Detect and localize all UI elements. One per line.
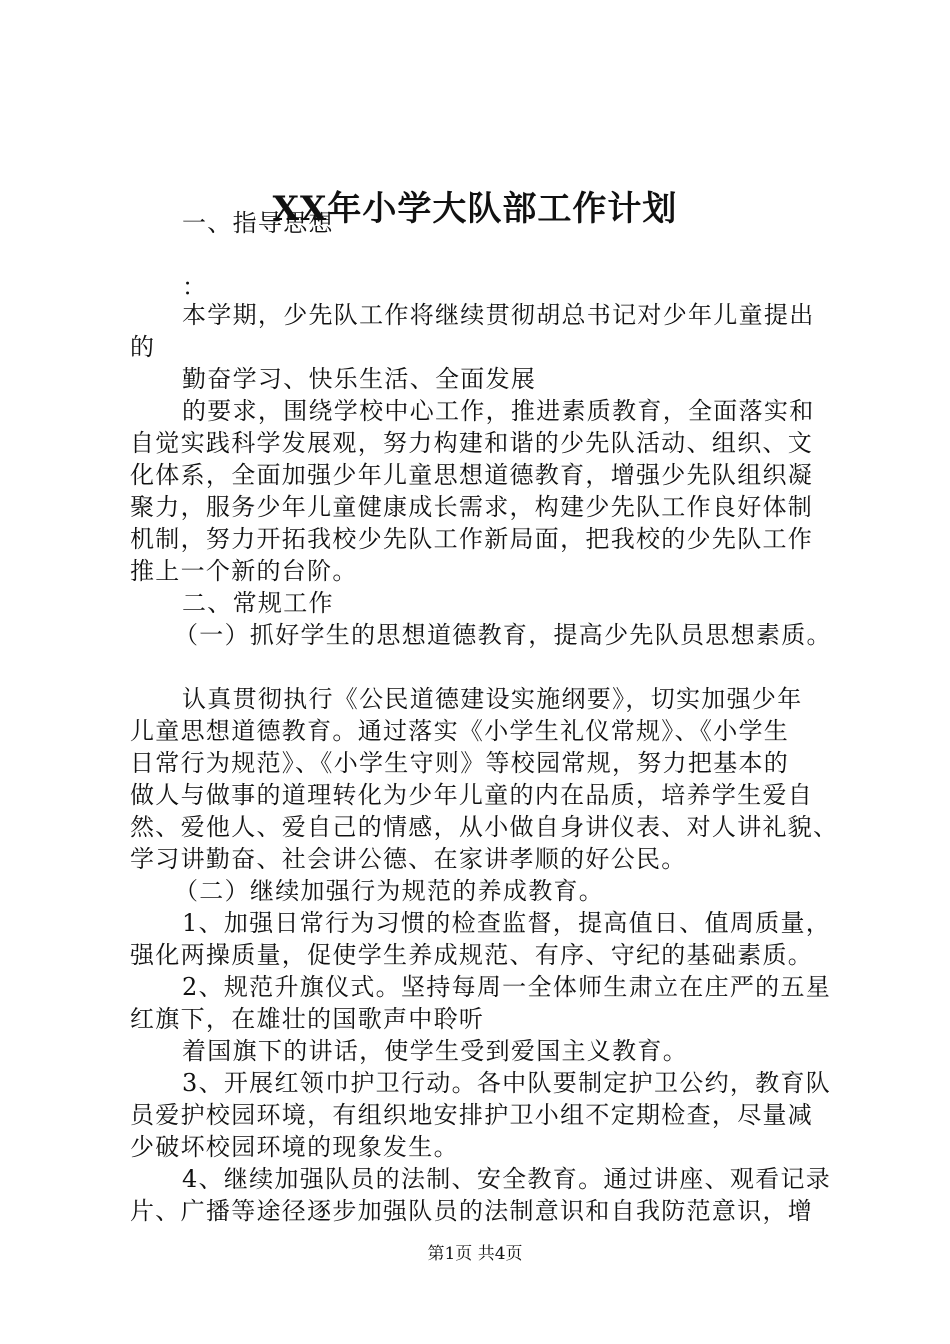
body-line: 聚力，服务少年儿童健康成长需求，构建少先队工作良好体制 bbox=[130, 493, 814, 521]
page-number: 第1页 共4页 bbox=[427, 1244, 523, 1264]
body-line: 2、规范升旗仪式。坚持每周一全体师生肃立在庄严的五星 bbox=[182, 973, 832, 1001]
body-line: 少破坏校园环境的现象发生。 bbox=[130, 1133, 459, 1161]
body-line: 勤奋学习、快乐生活、全面发展 bbox=[182, 365, 537, 393]
body-line: 推上一个新的台阶。 bbox=[130, 557, 358, 585]
body-line: 认真贯彻执行《公民道德建设实施纲要》，切实加强少年 bbox=[182, 685, 803, 713]
body-line: 的要求，围绕学校中心工作，推进素质教育，全面落实和 bbox=[182, 397, 815, 425]
body-line: 3、开展红领巾护卫行动。各中队要制定护卫公约，教育队 bbox=[182, 1069, 832, 1097]
body-line: 儿童思想道德教育。通过落实《小学生礼仪常规》、《小学生 bbox=[130, 717, 790, 745]
document-title: XX年小学大队部工作计划 bbox=[272, 189, 678, 229]
body-line: 员爱护校园环境，有组织地安排护卫小组不定期检查，尽量减 bbox=[130, 1101, 814, 1129]
body-line: 学习讲勤奋、社会讲公德、在家讲孝顺的好公民。 bbox=[130, 845, 687, 873]
body-line: 的 bbox=[130, 333, 156, 361]
body-line: 自觉实践科学发展观，努力构建和谐的少先队活动、组织、文 bbox=[130, 429, 814, 457]
body-line: 然、爱他人、爱自己的情感，从小做自身讲仪表、对人讲礼貌、 bbox=[130, 813, 839, 841]
body-line: 片、广播等途径逐步加强队员的法制意识和自我防范意识，增 bbox=[130, 1197, 814, 1225]
body-line: 化体系，全面加强少年儿童思想道德教育，增强少先队组织凝 bbox=[130, 461, 814, 489]
body-line: ： bbox=[182, 273, 208, 301]
heading-guiding-thought: 一、指导思想 bbox=[182, 209, 334, 237]
body-line: 做人与做事的道理转化为少年儿童的内在品质，培养学生爱自 bbox=[130, 781, 814, 809]
body-line: 机制，努力开拓我校少先队工作新局面，把我校的少先队工作 bbox=[130, 525, 814, 553]
body-line: 日常行为规范》、《小学生守则》等校园常规，努力把基本的 bbox=[130, 749, 790, 777]
subheading-moral-education: （一）抓好学生的思想道德教育，提高少先队员思想素质。 bbox=[174, 621, 832, 649]
body-line: 强化两操质量，促使学生养成规范、有序、守纪的基础素质。 bbox=[130, 941, 814, 969]
subheading-behavior-norms: （二）继续加强行为规范的养成教育。 bbox=[174, 877, 605, 905]
body-line: 红旗下，在雄壮的国歌声中聆听 bbox=[130, 1005, 485, 1033]
body-line: 本学期，少先队工作将继续贯彻胡总书记对少年儿童提出 bbox=[182, 301, 815, 329]
body-line: 着国旗下的讲话，使学生受到爱国主义教育。 bbox=[182, 1037, 688, 1065]
heading-routine-work: 二、常规工作 bbox=[182, 589, 334, 617]
body-line: 1、加强日常行为习惯的检查监督，提高值日、值周质量， bbox=[182, 909, 832, 937]
body-line: 4、继续加强队员的法制、安全教育。通过讲座、观看记录 bbox=[182, 1165, 832, 1193]
